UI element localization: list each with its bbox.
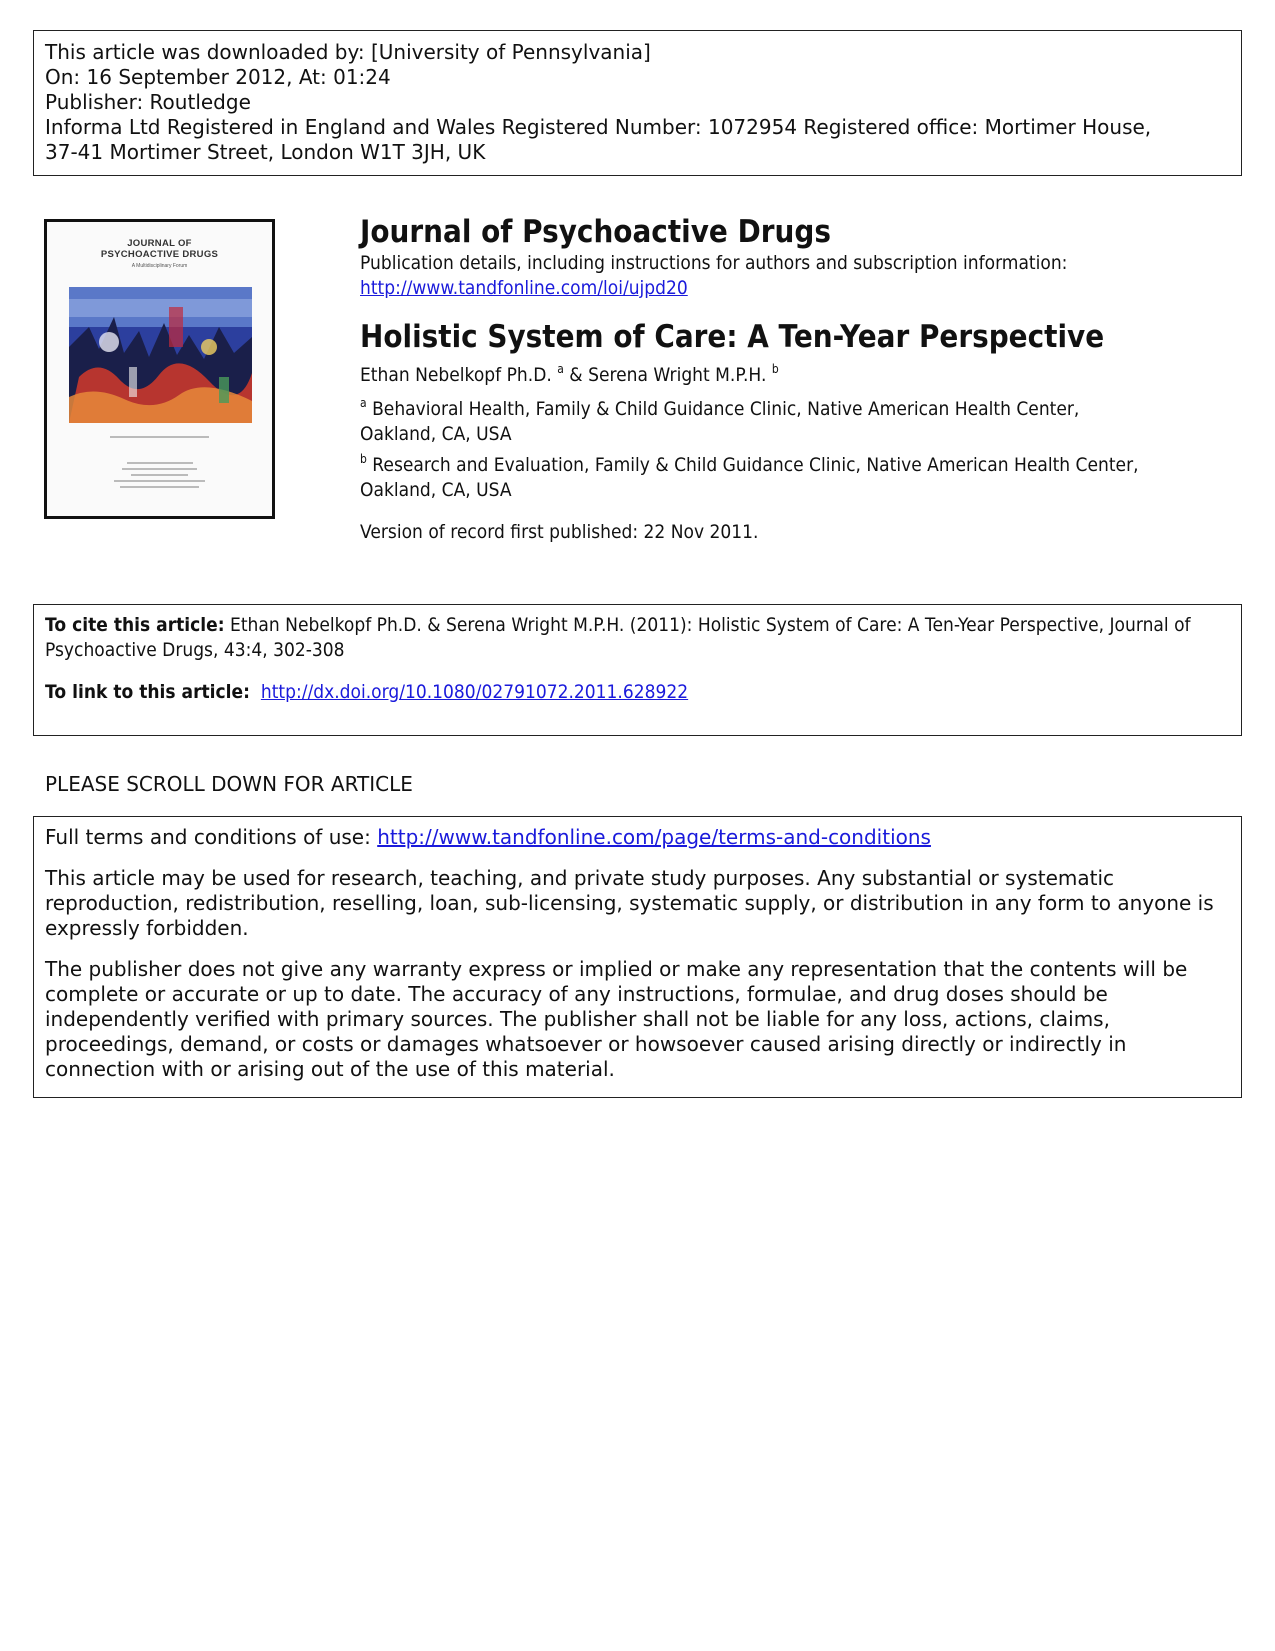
cover-editor-lines [77, 458, 242, 492]
terms-heading [45, 825, 1230, 850]
article-title: Holistic System of Care: A Ten-Year Perspective [360, 319, 1105, 355]
cover-title-line: PSYCHOACTIVE DRUGS [100, 249, 219, 260]
cover-artwork [69, 287, 252, 423]
cover-caption-lines [77, 432, 242, 442]
download-date-line: On: 16 September 2012, At: 01:24 [45, 65, 391, 89]
affiliation-a [360, 397, 1079, 447]
affiliation-text: Behavioral Health, Family & Child Guidance Clinic, Native American Health Center, [372, 398, 1080, 420]
doi-link[interactable]: http://dx.doi.org/10.1080/02791072.2011.628922 [260, 681, 689, 703]
author-list [360, 363, 779, 387]
author-separator: & [569, 364, 583, 386]
author-name: Serena Wright M.P.H. [588, 364, 767, 386]
affiliation-text: Research and Evaluation, Family & Child Guidance Clinic, Native American Health Center, [372, 454, 1139, 476]
affiliation-location: Oakland, CA, USA [360, 479, 512, 501]
affiliation-marker: a [557, 362, 564, 376]
cover-title-line: JOURNAL OF [127, 238, 192, 249]
download-info-box [33, 30, 1242, 176]
cite-label: To cite this article: [45, 614, 225, 636]
cite-reference: Ethan Nebelkopf Ph.D. & Serena Wright M.P.H. (2011): Holistic System of Care: A Ten-Year Perspective, Journal of Psychoactive Drugs, 43:4, 302-308 [45, 614, 1191, 661]
article-header [360, 213, 1240, 543]
affiliation-location: Oakland, CA, USA [360, 423, 512, 445]
journal-cover-image [44, 219, 275, 519]
usage-paragraph: This article may be used for research, teaching, and private study purposes. Any substantial or systematic reproduction, redistribution, reselling, loan, sub-licensing, systematic supply, or distribution in any form to anyone is expressly forbidden. [45, 866, 1214, 940]
affiliation-marker: b [771, 362, 779, 376]
download-info-line: This article was downloaded by: [University of Pennsylvania] [45, 40, 651, 64]
cover-title [47, 238, 272, 260]
scroll-down-note: PLEASE SCROLL DOWN FOR ARTICLE [45, 772, 413, 796]
author-name: Ethan Nebelkopf Ph.D. [360, 364, 552, 386]
affiliation-marker: b [360, 452, 367, 466]
address-line: 37-41 Mortimer Street, London W1T 3JH, UK [45, 140, 486, 164]
terms-link[interactable]: http://www.tandfonline.com/page/terms-and-conditions [377, 825, 931, 849]
journal-title: Journal of Psychoactive Drugs [360, 214, 831, 250]
article-link-row [45, 680, 1112, 705]
citation-text [45, 613, 1224, 663]
registration-line: Informa Ltd Registered in England and Wales Registered Number: 1072954 Registered office: Mortimer House, [45, 115, 1152, 139]
publisher-line: Publisher: Routledge [45, 90, 251, 114]
citation-box [33, 604, 1242, 736]
cover-subtitle: A Multidisciplinary Forum [131, 263, 188, 269]
version-of-record: Version of record first published: 22 Nov 2011. [360, 521, 759, 543]
journal-url-link[interactable]: http://www.tandfonline.com/loi/ujpd20 [360, 277, 688, 299]
disclaimer-paragraph: The publisher does not give any warranty express or implied or make any representation that the contents will be complete or accurate or up to date. The accuracy of any instructions, formulae, and drug doses should be independently verified with primary sources. The publisher shall not be liable for any loss, actions, claims, proceedings, demand, or costs or damages whatsoever or howsoever caused arising directly or indirectly in connection with or arising out of the use of this material. [45, 957, 1188, 1081]
terms-label: Full terms and conditions of use: [45, 825, 371, 849]
publication-details: Publication details, including instructions for authors and subscription information: [360, 252, 1068, 274]
affiliation-b [360, 453, 1139, 503]
link-label: To link to this article: [45, 681, 250, 703]
affiliation-marker: a [360, 396, 367, 410]
terms-box [33, 816, 1242, 1098]
